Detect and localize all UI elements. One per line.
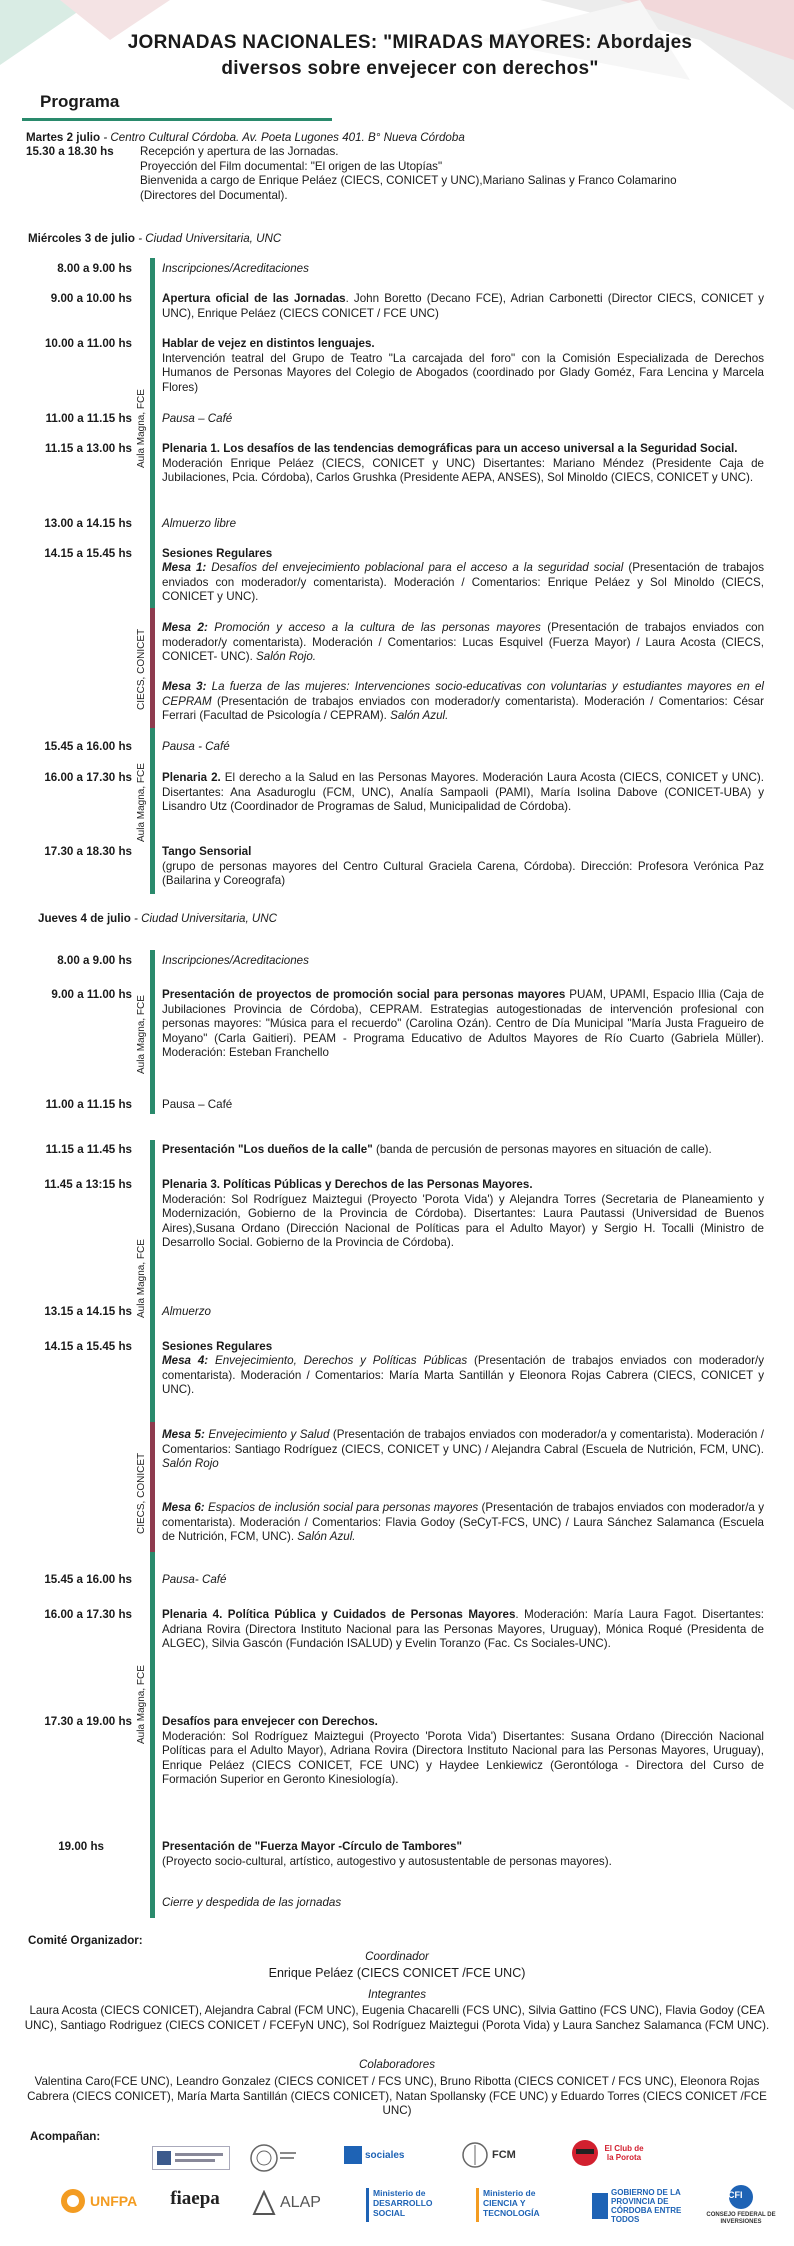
- program-heading: Programa: [40, 92, 120, 111]
- day2-item-1: Apertura oficial de las Jornadas. John Boretto (Decano FCE), Adrian Carbonetti (Director CIECS, CONICET y UNC), Enrique Peláez (CIECS CONICET / FCE UNC): [162, 292, 765, 320]
- day3-item-3: Presentación "Los dueños de la calle" (banda de percusión de personas mayores en situación de calle).: [162, 1143, 712, 1156]
- day3-bar-aula1: [150, 950, 155, 1114]
- day3-heading: Jueves 4 de julio - Ciudad Universitaria, UNC: [38, 912, 278, 925]
- day2-time-6: 14.15 a 15.45 hs: [44, 547, 132, 560]
- day3-label-ciecs: CIECS, CONICET: [136, 1452, 147, 1534]
- flaepa-logo: fiaepa: [170, 2188, 220, 2209]
- day3-time-12: 17.30 a 19.00 hs: [44, 1715, 132, 1728]
- day3-time-3: 11.15 a 11.45 hs: [45, 1143, 132, 1156]
- day3-bar-aula3: [150, 1552, 155, 1918]
- day2-item-11: Plenaria 2. El derecho a la Salud en las Personas Mayores. Moderación Laura Acosta (CIECS, CONICET y UNC). Disertantes: Ana Asaduroglu (FCM, UNC), Analía Sampaoli (PAMI), María Isolina Dabove (CONICET-UBA) y Lisandro Utz (Coordinador de Programas de Salud, Municipalidad de Córdoba).: [162, 771, 764, 813]
- day3-mesa-4: Mesa 4: Envejecimiento, Derechos y Políticas Públicas (Presentación de trabajos enviados con moderador/y comentarista). Moderación / Comentarios: María Marta Santillán y Eleonora Rojas Cabrera (CIECS, CONICET y UNC).: [162, 1354, 764, 1396]
- day3-item-1: Presentación de proyectos de promoción social para personas mayores PUAM, UPAMI, Espacio Illia (Caja de Jubilaciones Provincia de Córdoba), CEPRAM. Estrategias autogestionadas de intervención profesional con personas mayores: "Música para el recuerdo" (Carolina Ozán). Centro de Día Municipal "María Justa Fragueiro de Moyano" (Carla Gaitieri). PEAM - Programa Educativo de Adultos Mayores de Río Cuarto (Gabriela Müller). Moderación: Esteban Franchello: [162, 988, 764, 1059]
- ciecs-logo: [152, 2146, 230, 2170]
- comite-integ-label: Integrantes: [367, 1988, 426, 2001]
- day3-label-aula2: Aula Magna, FCE: [136, 1239, 147, 1318]
- day3-item-0: Inscripciones/Acreditaciones: [162, 954, 309, 967]
- acompanan-heading: Acompañan:: [30, 2130, 101, 2143]
- day2-time-12: 17.30 a 18.30 hs: [44, 845, 132, 858]
- day2-bar-ciecs: [150, 608, 155, 728]
- day2-time-5: 13.00 a 14.15 hs: [44, 517, 132, 530]
- day3-label-aula3: Aula Magna, FCE: [136, 1665, 147, 1744]
- day2-item-3: Pausa – Café: [162, 412, 233, 425]
- day3-time-5: 13.15 a 14.15 hs: [44, 1305, 132, 1318]
- day3-item-12: Desafíos para envejecer con Derechos. Moderación: Sol Rodríguez Maiztegui (Proyecto 'Porota Vida') Disertantes: Susana Ordano (Dirección Nacional Políticas para el Adulto Mayor), Adriana Rovira (Directora Instituto Nacional para las Personas Mayores, Uruguay), Enrique Peláez (CIECS CONICET, FCE UNC) y Haydee Lenkiewicz (Gerontóloga - Directora del Curso de Formación Superior en Geronto Kinesiología).: [162, 1715, 764, 1786]
- day3-item-11: Plenaria 4. Política Pública y Cuidados de Personas Mayores. Moderación: María Laura Fagot. Disertantes: Adriana Rovira (Directora Instituto Nacional para las Personas Mayores, Uruguay), Mónica Roqué (Presidenta de ALGEC), Silvia Gascón (Fundación ISALUD) y Evelin Toranzo (Fac. Cs Sociales-UNC).: [162, 1608, 765, 1650]
- gobierno-cordoba-logo: GOBIERNO DE LA PROVINCIA DE CÓRDOBA ENTRE TODOS: [592, 2188, 688, 2222]
- comite-integ-text: Laura Acosta (CIECS CONICET), Alejandra Cabral (FCM UNC), Eugenia Chacarelli (FCS UNC), Silvia Gattino (FCS UNC), Flavia Godoy (CEA UNC), Santiago Rodriguez (CIECS CONICET / FCEFyN UNC), Sol Rodríguez Maiztegui (Porota Vida) y Laura Sanchez Salamanca (FCM UNC).: [24, 2004, 770, 2032]
- comite-heading: Comité Organizador:: [28, 1934, 143, 1947]
- day2-bar-aula2: [150, 728, 155, 894]
- program-underline: [22, 118, 332, 121]
- day2-time-2: 10.00 a 11.00 hs: [44, 337, 132, 350]
- day3-time-1: 9.00 a 11.00 hs: [51, 988, 132, 1001]
- day3-bar-aula2: [150, 1140, 155, 1422]
- comite-colab-text: Valentina Caro(FCE UNC), Leandro Gonzalez (CIECS CONICET / FCS UNC), Bruno Ribotta (CIECS CONICET / FCS UNC), Eleonora Rojas Cabrera (CIECS CONICET), María Marta Santillán (CIECS CONICET), Natan Spollansky (FCE UNC) y Eduardo Torres (CIECS CONICET /FCE UNC): [27, 2075, 767, 2117]
- day2-mesa-1: Mesa 1: Desafíos del envejecimiento poblacional para el acceso a la seguridad social (Presentación de trabajos enviados con moderador/y comentarista). Moderación / Comentarios: Enrique Peláez y Sol Minoldo (CIECS, CONICET y UNC).: [162, 561, 764, 603]
- day2-mesa-2: Mesa 2: Promoción y acceso a la cultura de las personas mayores (Presentación de trabajos enviados con moderador/y comentarista). Moderación / Comentarios: Lucas Esquivel (Fuerza Mayor) / Laura Acosta (CIECS, CONICET- UNC). Salón Rojo.: [162, 621, 765, 663]
- day2-item-0: Inscripciones/Acreditaciones: [162, 262, 309, 275]
- el-club-logo: El Club de la Porota: [570, 2138, 648, 2174]
- day2-item-5: Almuerzo libre: [162, 517, 237, 530]
- day2-time-11: 16.00 a 17.30 hs: [44, 771, 132, 784]
- day3-time-2: 11.00 a 11.15 hs: [45, 1098, 132, 1111]
- day3-item-6: Sesiones Regulares: [162, 1340, 273, 1353]
- comite-coord-name: Enrique Peláez (CIECS CONICET /FCE UNC): [268, 1966, 526, 1980]
- day2-item-4: Plenaria 1. Los desafíos de las tendencias demográficas para un acceso universal a la Seguridad Social. Moderación Enrique Peláez (CIECS, CONICET y UNC) Disertantes: Mariano Méndez (Presidente Caja de Jubilaciones, Pcia. Córdoba), Carlos Grushka (Presidente AEPA, ANSES), Sol Minoldo (CIECS, CONICET y UNC).: [162, 442, 764, 484]
- desarrollo-social-logo: Ministerio de DESARROLLO SOCIAL: [366, 2188, 459, 2222]
- alap-logo: ALAP: [252, 2190, 336, 2220]
- day1-heading: Martes 2 julio - Centro Cultural Córdoba. Av. Poeta Lugones 401. B° Nueva Córdoba: [26, 131, 465, 144]
- day3-time-0: 8.00 a 9.00 hs: [57, 954, 132, 967]
- day1-description: Recepción y apertura de las Jornadas. Proyección del Film documental: "El origen de las Utopías" Bienvenida a cargo de Enrique Peláez (CIECS, CONICET y UNC),Mariano Salinas y Franco Colamarino (Directores del Documental).: [140, 145, 677, 202]
- day3-item-13: Presentación de "Fuerza Mayor -Círculo de Tambores" (Proyecto socio-cultural, artístico, autogestivo y autosustentable de personas mayores).: [162, 1840, 612, 1868]
- day2-heading: Miércoles 3 de julio - Ciudad Universitaria, UNC: [28, 232, 282, 245]
- day2-time-0: 8.00 a 9.00 hs: [57, 262, 132, 275]
- fcm-logo: FCM: [462, 2140, 542, 2172]
- day3-mesa-5: Mesa 5: Envejecimiento y Salud (Presentación de trabajos enviados con moderador/a y comentarista). Moderación / Comentarios: Santiago Rodríguez (CIECS, CONICET y UNC) / Alejandra Cabral (Escuela de Nutrición, FCM, UNC). Salón Rojo: [162, 1428, 765, 1470]
- day2-item-2: Hablar de vejez en distintos lenguajes. Intervención teatral del Grupo de Teatro "La carcajada del foro" con la Comisión Especializada de Derechos Humanos de Personas Mayores del Colegio de Abogados (coordinado por Glady Goméz, Fara Lencina y Marcela Flores): [162, 337, 764, 394]
- day2-time-4: 11.15 a 13.00 hs: [44, 442, 132, 455]
- day2-bar-aula1: [150, 258, 155, 608]
- day2-time-1: 9.00 a 10.00 hs: [50, 292, 132, 305]
- page-title: JORNADAS NACIONALES: "MIRADAS MAYORES: Abordajes diversos sobre envejecer con derechos": [127, 32, 693, 79]
- day3-time-4: 11.45 a 13:15 hs: [44, 1178, 132, 1191]
- unfpa-logo: UNFPA: [60, 2188, 140, 2222]
- day2-time-10: 15.45 a 16.00 hs: [44, 740, 132, 753]
- day3-mesa-6: Mesa 6: Espacios de inclusión social para personas mayores (Presentación de trabajos enviados con moderador/a y comentarista). Moderación / Comentarios: Flavia Godoy (SeCyT-FCS, UNC) / Laura Sánchez Salamanca (Escuela de Nutrición, FCM, UNC). Salón Azul.: [162, 1501, 764, 1543]
- day2-label-ciecs: CIECS, CONICET: [136, 628, 147, 710]
- day3-item-4: Plenaria 3. Políticas Públicas y Derechos de las Personas Mayores. Moderación: Sol Rodríguez Maiztegui (Proyecto 'Porota Vida') y Alejandra Torres (Secretaria de Planeamiento y Modernización, Gobierno de la Provincia de Córdoba). Disertantes: Laura Pautassi (Universidad de Buenos Aires),Susana Ordano (Dirección Nacional de Políticas para el Adulto Mayor) y Sergio H. Tocalli (Ministro de Desarrollo Social. Gobierno de la Provincia de Córdoba).: [162, 1178, 764, 1249]
- day3-time-13: 19.00 hs: [58, 1840, 104, 1853]
- day1-time: 15.30 a 18.30 hs: [26, 145, 114, 158]
- day3-item-5: Almuerzo: [162, 1305, 211, 1318]
- day3-time-10: 15.45 a 16.00 hs: [44, 1573, 132, 1586]
- day3-time-11: 16.00 a 17.30 hs: [44, 1608, 132, 1621]
- day2-label-aula2: Aula Magna, FCE: [136, 763, 147, 842]
- day3-closing: Cierre y despedida de las jornadas: [162, 1896, 342, 1909]
- sociales-logo: sociales: [344, 2146, 418, 2172]
- day2-label-aula1: Aula Magna, FCE: [136, 389, 147, 468]
- day3-time-6: 14.15 a 15.45 hs: [44, 1340, 132, 1353]
- day3-item-10: Pausa- Café: [162, 1573, 227, 1586]
- day2-time-3: 11.00 a 11.15 hs: [45, 412, 132, 425]
- day2-mesa-3: Mesa 3: La fuerza de las mujeres: Intervenciones socio-educativas con voluntarias y estudiantes mayores en el CEPRAM (Presentación de trabajos enviados con moderador/y comentarista). Moderación / Comentarios: César Ferrari (Facultad de Psicología / CEPRAM). Salón Azul.: [162, 680, 765, 722]
- day2-item-10: Pausa - Café: [162, 740, 230, 753]
- day2-item-6: Sesiones Regulares: [162, 547, 273, 560]
- comite-colab-label: Colaboradores: [358, 2058, 436, 2071]
- ciencia-tecnologia-logo: Ministerio de CIENCIA Y TECNOLOGÍA: [476, 2188, 569, 2222]
- day2-item-12: Tango Sensorial (grupo de personas mayores del Centro Cultural Graciela Carena, Córdoba). Dirección: Profesora Verónica Paz (Bailarina y Coreografa): [162, 845, 764, 887]
- day3-item-2: Pausa – Café: [162, 1098, 233, 1111]
- fce-seal-logo: [248, 2142, 296, 2174]
- cfi-logo: CFI CONSEJO FEDERAL DE INVERSIONES: [706, 2184, 776, 2228]
- day3-label-aula1: Aula Magna, FCE: [136, 995, 147, 1074]
- day3-bar-ciecs: [150, 1422, 155, 1552]
- comite-coord-label: Coordinador: [365, 1950, 429, 1963]
